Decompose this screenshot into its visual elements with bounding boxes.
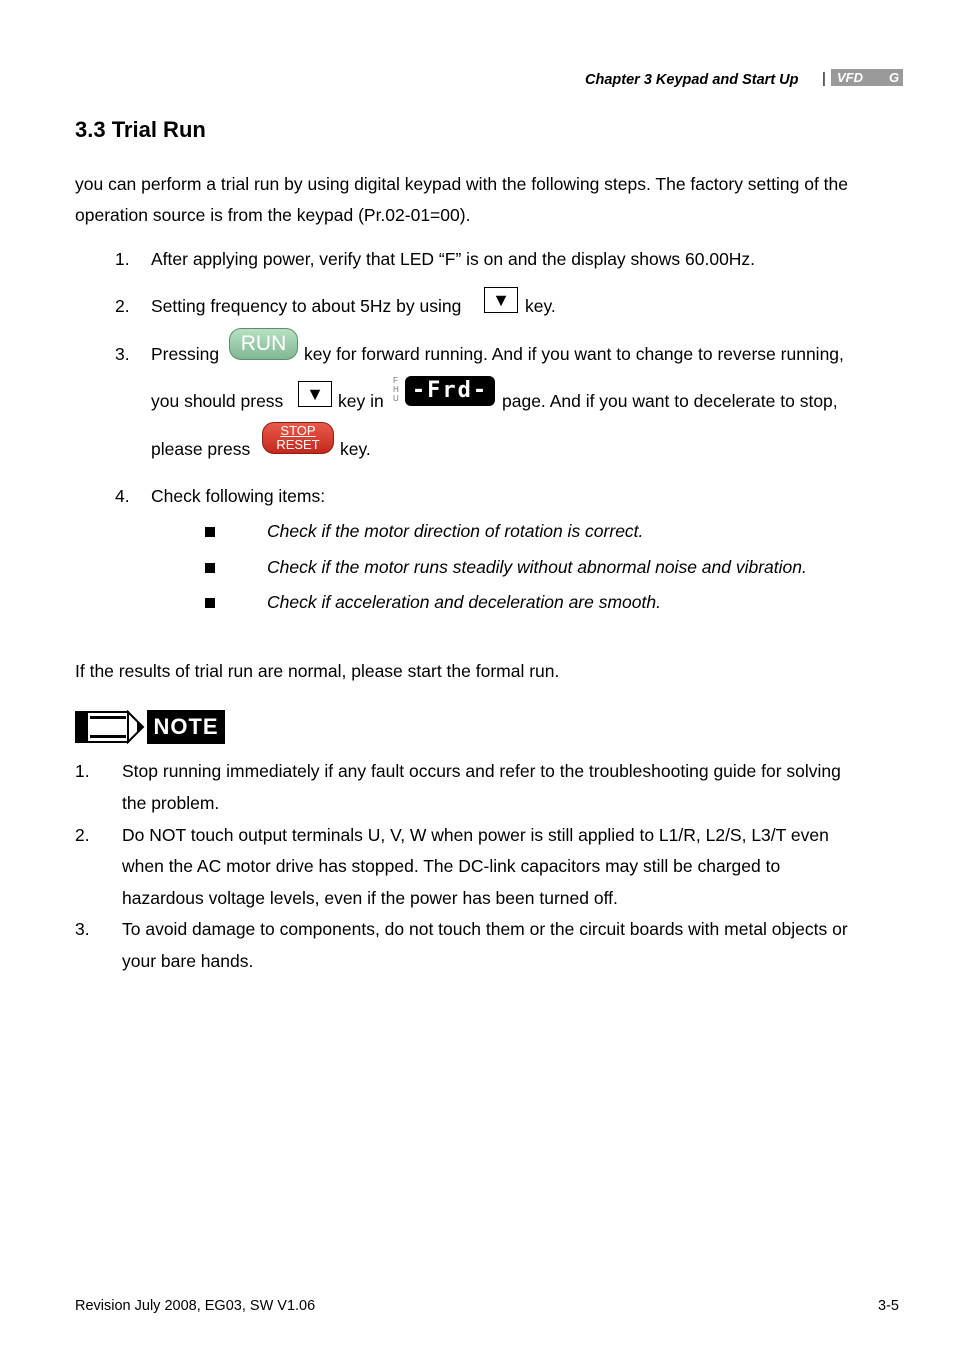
reset-key-label: RESET: [276, 437, 320, 452]
step-1-text: After applying power, verify that LED “F” is on and the display shows 60.00Hz.: [151, 249, 756, 269]
note-1-line: the problem.: [122, 793, 220, 813]
step-2-number: 2.: [115, 296, 130, 316]
note-2-line: Do NOT touch output terminals U, V, W when power is still applied to L1/R, L2/S, L3/T even: [122, 825, 829, 845]
step-3-line-2-pre: you should press: [151, 391, 284, 411]
intro-line-2: operation source is from the keypad (Pr.02-01=00).: [75, 205, 471, 225]
footer-revision: Revision July 2008, EG03, SW V1.06: [75, 1298, 316, 1314]
result-text: If the results of trial run are normal, please start the formal run.: [75, 661, 560, 681]
page-number: 3-5: [878, 1298, 899, 1314]
check-item: Check if the motor direction of rotation is correct.: [267, 521, 644, 541]
fhu-h: H: [393, 385, 399, 394]
stop-reset-key-icon: [262, 422, 334, 454]
note-2-line: hazardous voltage levels, even if the power has been turned off.: [122, 888, 618, 908]
square-bullet-icon: [205, 563, 215, 573]
down-arrow-key-icon: ▼: [298, 381, 332, 407]
fhu-u: U: [393, 394, 399, 403]
pencil-icon: [75, 710, 145, 744]
step-1-number: 1.: [115, 249, 130, 269]
step-3-line-3-pre: please press: [151, 439, 251, 459]
run-key-icon: RUN: [229, 328, 298, 360]
note-3-number: 3.: [75, 919, 90, 939]
note-2-number: 2.: [75, 825, 90, 845]
brand-logo-right: G: [889, 70, 900, 85]
square-bullet-icon: [205, 598, 215, 608]
step-3-line-2-post: page. And if you want to decelerate to stop,: [502, 391, 838, 411]
intro-line-1: you can perform a trial run by using digital keypad with the following steps. The factory setting of the: [75, 174, 849, 194]
header-separator: |: [822, 70, 826, 87]
step-3-text-cont: key for forward running. And if you want to change to reverse running,: [304, 344, 844, 364]
step-3-line-2-mid: key in: [338, 391, 384, 411]
frd-display-icon: -Frd-: [405, 376, 495, 406]
step-2-suffix: key.: [525, 296, 556, 316]
step-4-number: 4.: [115, 486, 130, 506]
stop-key-label: STOP: [280, 423, 316, 438]
square-bullet-icon: [205, 527, 215, 537]
note-3-line: To avoid damage to components, do not touch them or the circuit boards with metal objects or: [122, 919, 848, 939]
step-2-text: Setting frequency to about 5Hz by using: [151, 296, 462, 316]
chapter-header: Chapter 3 Keypad and Start Up: [585, 72, 799, 88]
note-1-number: 1.: [75, 761, 90, 781]
step-3-line-3-post: key.: [340, 439, 371, 459]
brand-logo-left: VFD: [837, 70, 863, 85]
section-title: 3.3 Trial Run: [75, 117, 206, 142]
brand-logo: [831, 69, 903, 86]
step-4-text: Check following items:: [151, 486, 326, 506]
fhu-indicator: [393, 376, 401, 403]
down-arrow-key-icon: ▼: [484, 287, 518, 313]
check-item: Check if acceleration and deceleration are smooth.: [267, 592, 661, 612]
note-3-line: your bare hands.: [122, 951, 254, 971]
note-badge: [75, 710, 219, 749]
note-label: NOTE: [147, 710, 225, 744]
fhu-f: F: [393, 376, 398, 385]
step-3-text: Pressing: [151, 344, 220, 364]
note-1-line: Stop running immediately if any fault occurs and refer to the troubleshooting guide for solving: [122, 761, 841, 781]
check-item: Check if the motor runs steadily without abnormal noise and vibration.: [267, 557, 807, 577]
step-3-number: 3.: [115, 344, 130, 364]
note-2-line: when the AC motor drive has stopped. The DC-link capacitors may still be charged to: [122, 856, 781, 876]
